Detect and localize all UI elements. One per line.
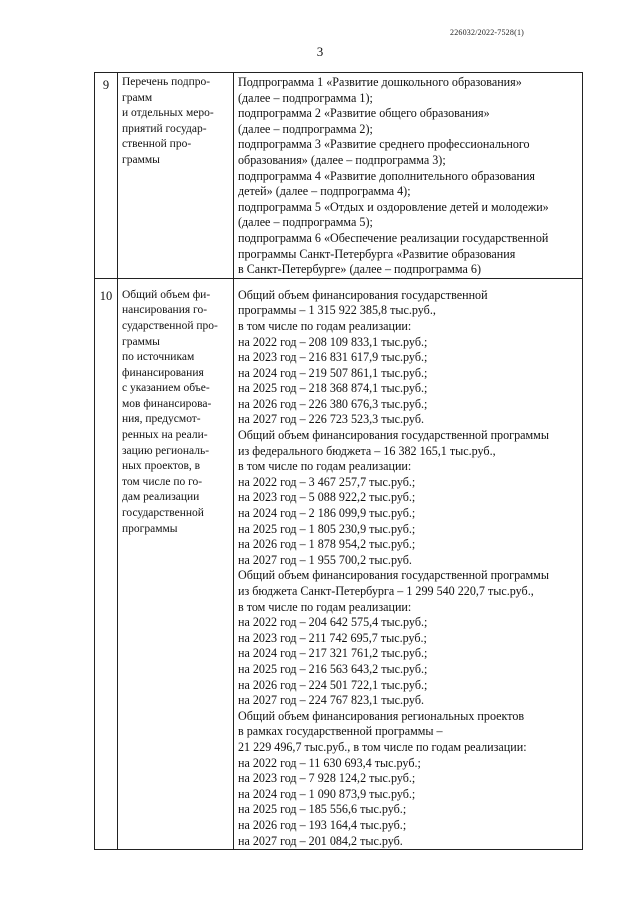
row-content-line: на 2022 год – 3 467 257,7 тыс.руб.; — [238, 474, 416, 489]
row-content-cell — [234, 73, 583, 279]
row-content-line: подпрограмма 4 «Развитие дополнительного образования — [238, 168, 535, 183]
table-row-10 — [95, 278, 583, 849]
row-content-line: программы – 1 315 922 385,8 тыс.руб., — [238, 303, 436, 318]
row-number: 10 — [95, 278, 118, 849]
row-name-line: финансирования — [122, 366, 204, 379]
row-number: 9 — [95, 73, 118, 279]
row-name-line: граммы — [122, 153, 160, 166]
row-content-line: Общий объем финансирования региональных проектов — [238, 708, 525, 723]
row-name-line: сударственной про- — [122, 319, 218, 332]
row-name-line: мов финансирова- — [122, 397, 212, 410]
row-content-line: на 2022 год – 208 109 833,1 тыс.руб.; — [238, 334, 428, 349]
row-name-cell — [118, 278, 234, 849]
row-content-line: на 2025 год – 216 563 643,2 тыс.руб.; — [238, 661, 428, 676]
row-content-line: в том числе по годам реализации: — [238, 318, 412, 333]
row-content-line: в том числе по годам реализации: — [238, 599, 412, 614]
row-name-line: ственной про- — [122, 138, 192, 151]
row-content-line: на 2023 год – 7 928 124,2 тыс.руб.; — [238, 771, 416, 786]
row-content-line: на 2026 год – 226 380 676,3 тыс.руб.; — [238, 396, 428, 411]
row-content-line: на 2026 год – 193 164,4 тыс.руб.; — [238, 817, 407, 832]
row-content-line: в рамках государственной программы – — [238, 724, 443, 739]
row-content-line: (далее – подпрограмма 5); — [238, 215, 373, 230]
row-content-line: (далее – подпрограмма 2); — [238, 121, 373, 136]
row-content-line: на 2024 год – 219 507 861,1 тыс.руб.; — [238, 365, 428, 380]
row-name-line: приятий государ- — [122, 122, 207, 135]
row-content-line: на 2024 год – 1 090 873,9 тыс.руб.; — [238, 786, 416, 801]
row-name-line: ния, предусмот- — [122, 413, 201, 426]
row-content-line: на 2022 год – 204 642 575,4 тыс.руб.; — [238, 615, 428, 630]
row-content-line: в том числе по годам реализации: — [238, 459, 412, 474]
row-content-line: детей» (далее – подпрограмма 4); — [238, 184, 411, 199]
row-content-line: подпрограмма 2 «Развитие общего образования» — [238, 106, 490, 121]
document-registration-code: 226032/2022-7528(1) — [450, 28, 525, 37]
row-content-line: на 2027 год – 1 955 700,2 тыс.руб. — [238, 552, 412, 567]
row-name-line: Общий объем фи- — [122, 288, 211, 301]
row-content-line: (далее – подпрограмма 1); — [238, 90, 373, 105]
row-content-line: 21 229 496,7 тыс.руб., в том числе по годам реализации: — [238, 739, 527, 754]
row-content-line: образования» (далее – подпрограмма 3); — [238, 152, 446, 167]
row-content-line: на 2027 год – 201 084,2 тыс.руб. — [238, 833, 403, 848]
row-name-line: грамм — [122, 91, 153, 104]
row-content-line: в Санкт-Петербурге» (далее – подпрограмма 6) — [238, 262, 481, 277]
row-content-line: на 2027 год – 226 723 523,3 тыс.руб. — [238, 412, 424, 427]
row-name-line: государственной — [122, 507, 204, 520]
row-name-cell — [118, 73, 234, 279]
row-name-line: ных проектов, в — [122, 460, 201, 473]
row-content-line: на 2024 год – 217 321 761,2 тыс.руб.; — [238, 646, 428, 661]
row-content-line: на 2022 год – 11 630 693,4 тыс.руб.; — [238, 755, 421, 770]
row-content-line: Подпрограмма 1 «Развитие дошкольного образования» — [238, 75, 522, 89]
row-content-line: подпрограмма 5 «Отдых и оздоровление детей и молодежи» — [238, 199, 549, 214]
row-content-line: на 2023 год – 5 088 922,2 тыс.руб.; — [238, 490, 416, 505]
row-content-line: на 2025 год – 1 805 230,9 тыс.руб.; — [238, 521, 416, 536]
row-content-line: на 2026 год – 1 878 954,2 тыс.руб.; — [238, 537, 416, 552]
row-content-line: Общий объем финансирования государственной программы — [238, 568, 549, 583]
row-name-line: том числе по го- — [122, 475, 203, 488]
row-content-line: на 2025 год – 218 368 874,1 тыс.руб.; — [238, 381, 428, 396]
row-name-line: зацию региональ- — [122, 444, 210, 457]
row-name-line: программы — [122, 522, 178, 535]
row-name-line: дам реализации — [122, 491, 200, 504]
row-name-line: нансирования го- — [122, 304, 208, 317]
row-content-line: из федерального бюджета – 16 382 165,1 тыс.руб., — [238, 443, 496, 458]
row-content-line: программы Санкт-Петербурга «Развитие образования — [238, 246, 516, 261]
row-content-line: на 2023 год – 216 831 617,9 тыс.руб.; — [238, 350, 428, 365]
row-content-line: Общий объем финансирования государственной — [238, 287, 488, 302]
row-content-line: на 2025 год – 185 556,6 тыс.руб.; — [238, 802, 407, 817]
row-content-line: подпрограмма 6 «Обеспечение реализации государственной — [238, 230, 549, 245]
row-content-line: из бюджета Санкт-Петербурга – 1 299 540 220,7 тыс.руб., — [238, 584, 534, 598]
row-content-line: Общий объем финансирования государственной программы — [238, 428, 549, 443]
row-content-line: подпрограмма 3 «Развитие среднего профессионального — [238, 137, 530, 152]
row-name-line: граммы — [122, 335, 160, 348]
row-name-line: ренных на реали- — [122, 429, 208, 442]
row-content-line: на 2027 год – 224 767 823,1 тыс.руб. — [238, 693, 424, 708]
row-content-line: на 2026 год – 224 501 722,1 тыс.руб.; — [238, 677, 428, 692]
row-name-line: по источникам — [122, 351, 195, 364]
row-name-line: и отдельных меро- — [122, 107, 214, 120]
row-content-cell — [234, 278, 583, 849]
passport-table — [94, 72, 583, 850]
table-row-9 — [95, 73, 583, 279]
row-name-line: с указанием объе- — [122, 382, 210, 395]
row-content-line: на 2024 год – 2 186 099,9 тыс.руб.; — [238, 506, 416, 521]
row-content-line: на 2023 год – 211 742 695,7 тыс.руб.; — [238, 630, 427, 645]
row-name-line: Перечень подпро- — [122, 76, 211, 88]
page-number: 3 — [316, 44, 324, 59]
